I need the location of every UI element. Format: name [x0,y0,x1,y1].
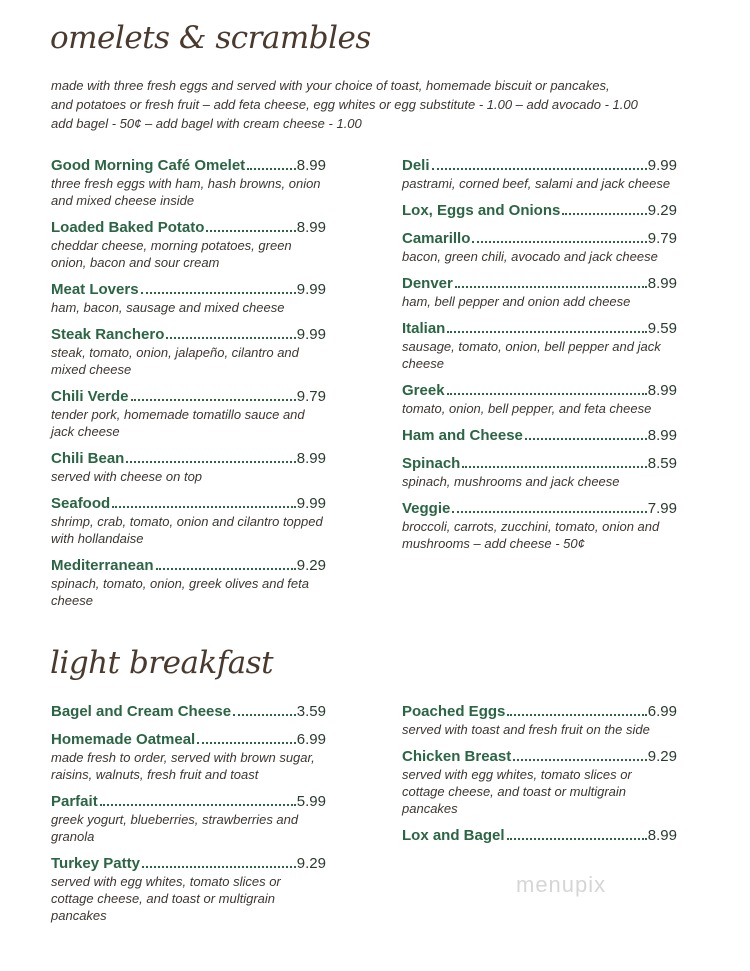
watermark: menupix [516,872,607,897]
item-description: pastrami, corned beef, salami and jack cheese [402,176,671,191]
menu-item-header [51,703,326,721]
menu-item-header [402,427,677,445]
menu-item-header [51,157,326,175]
item-price: 7.99 [647,500,677,517]
item-description: served with egg whites, tomato slices or cottage cheese, and toast or multigrain pancakes [402,767,632,816]
menu-item [402,500,677,552]
dot-leader [525,438,647,440]
item-description: made fresh to order, served with brown sugar, raisins, walnuts, fresh fruit and toast [51,750,315,782]
item-price: 9.29 [296,557,326,574]
item-description: ham, bell pepper and onion add cheese [402,294,631,309]
item-name: Denver [402,275,453,292]
item-description: tomato, onion, bell pepper, and feta cheese [402,401,652,416]
item-description: steak, tomato, onion, jalapeño, cilantro and mixed cheese [51,345,299,377]
menu-item [51,495,326,547]
menu-item-header [402,703,677,721]
item-price: 9.29 [647,748,677,765]
item-price: 6.99 [647,703,677,720]
menu-item [51,388,326,440]
item-price: 9.99 [296,326,326,343]
intro-line: and potatoes or fresh fruit – add feta cheese, egg whites or egg substitute - 1.00 – add avocado - 1.00 [51,97,638,112]
menu-item-header [402,827,677,845]
item-name: Good Morning Café Omelet [51,157,246,174]
menu-item [402,748,677,817]
item-description: broccoli, carrots, zucchini, tomato, onion and mushrooms – add cheese - 50¢ [402,519,660,551]
item-price: 8.99 [647,827,677,844]
item-name: Lox and Bagel [402,827,505,844]
dot-leader [513,759,647,761]
menu-item [402,703,677,738]
item-name: Ham and Cheese [402,427,523,444]
intro-line: add bagel - 50¢ – add bagel with cream cheese - 1.00 [51,116,362,131]
menu-item [51,557,326,609]
dot-leader [455,286,647,288]
item-price: 8.99 [296,219,326,236]
item-name: Spinach [402,455,461,472]
item-price: 9.79 [296,388,326,405]
item-description: spinach, mushrooms and jack cheese [402,474,620,489]
item-price: 8.99 [647,427,677,444]
menu-item [402,157,677,192]
omelets-intro [51,76,711,133]
section-title-omelets: omelets & scrambles [50,20,371,56]
omelets-left-column [51,157,326,619]
item-description: sausage, tomato, onion, bell pepper and jack cheese [402,339,661,371]
dot-leader [233,714,296,716]
dot-leader [507,714,646,716]
menu-item-header [51,326,326,344]
item-price: 3.59 [296,703,326,720]
menu-item [402,827,677,845]
menu-item-header [51,219,326,237]
item-description: cheddar cheese, morning potatoes, green onion, bacon and sour cream [51,238,292,270]
dot-leader [447,331,646,333]
item-price: 5.99 [296,793,326,810]
item-name: Homemade Oatmeal [51,731,196,748]
menu-item-header [51,450,326,468]
menu-item-header [51,388,326,406]
item-price: 9.29 [296,855,326,872]
item-name: Seafood [51,495,111,512]
light-left-column [51,703,326,934]
item-name: Veggie [402,500,451,517]
menu-item-header [51,495,326,513]
menu-item [402,427,677,445]
item-name: Bagel and Cream Cheese [51,703,232,720]
item-description: three fresh eggs with ham, hash browns, onion and mixed cheese inside [51,176,321,208]
menu-item-header [51,793,326,811]
menu-item [51,157,326,209]
menu-item [402,455,677,490]
menu-item-header [402,320,677,338]
item-price: 9.99 [296,281,326,298]
menu-item [51,219,326,271]
dot-leader [206,230,295,232]
item-description: bacon, green chili, avocado and jack cheese [402,249,658,264]
dot-leader [462,466,646,468]
item-name: Parfait [51,793,98,810]
item-price: 8.99 [647,382,677,399]
menu-item [402,382,677,417]
item-name: Italian [402,320,446,337]
menu-item [402,275,677,310]
menu-item [51,450,326,485]
light-right-column [402,703,677,934]
item-name: Mediterranean [51,557,154,574]
item-description: shrimp, crab, tomato, onion and cilantro topped with hollandaise [51,514,323,546]
item-description: ham, bacon, sausage and mixed cheese [51,300,285,315]
menu-item [51,281,326,316]
item-description: spinach, tomato, onion, greek olives and feta cheese [51,576,309,608]
menu-item [51,731,326,783]
item-name: Turkey Patty [51,855,140,872]
item-name: Steak Ranchero [51,326,165,343]
omelets-right-column [402,157,677,619]
menu-item-header [51,855,326,873]
item-price: 6.99 [296,731,326,748]
dot-leader [156,568,296,570]
menu-item-header [51,557,326,575]
item-description: served with toast and fresh fruit on the side [402,722,650,737]
menu-item-header [51,281,326,299]
dot-leader [166,337,295,339]
item-description: served with egg whites, tomato slices or cottage cheese, and toast or multigrain pancakes [51,874,281,923]
item-price: 8.99 [296,450,326,467]
item-name: Lox, Eggs and Onions [402,202,561,219]
dot-leader [126,461,295,463]
item-price: 9.59 [647,320,677,337]
menu-item-header [402,202,677,220]
dot-leader [131,399,296,401]
menu-item-header [402,230,677,248]
item-price: 8.99 [647,275,677,292]
dot-leader [247,168,296,170]
menu-item-header [402,500,677,518]
dot-leader [142,866,296,868]
dot-leader [432,168,647,170]
menu-item [402,202,677,220]
dot-leader [507,838,647,840]
menu-item [51,855,326,924]
item-name: Chili Bean [51,450,125,467]
item-price: 9.99 [647,157,677,174]
item-name: Deli [402,157,430,174]
dot-leader [197,742,296,744]
item-price: 9.29 [647,202,677,219]
menu-item-header [51,731,326,749]
item-name: Meat Lovers [51,281,139,298]
item-price: 9.79 [647,230,677,247]
item-name: Chicken Breast [402,748,512,765]
menu-item [402,230,677,265]
item-name: Camarillo [402,230,471,247]
menu-item-header [402,157,677,175]
menu-item-header [402,455,677,473]
dot-leader [472,241,646,243]
item-price: 8.99 [296,157,326,174]
omelets-columns [51,157,677,619]
item-price: 9.99 [296,495,326,512]
dot-leader [447,393,647,395]
menu-item [402,320,677,372]
dot-leader [141,292,296,294]
item-description: tender pork, homemade tomatillo sauce and jack cheese [51,407,305,439]
item-description: greek yogurt, blueberries, strawberries and granola [51,812,299,844]
item-description: served with cheese on top [51,469,203,484]
dot-leader [112,506,296,508]
item-price: 8.59 [647,455,677,472]
menu-item [51,703,326,721]
section-title-light-breakfast: light breakfast [50,645,274,681]
dot-leader [452,511,646,513]
item-name: Greek [402,382,445,399]
item-name: Loaded Baked Potato [51,219,205,236]
dot-leader [100,804,296,806]
light-breakfast-columns [51,703,677,934]
menu-item [51,793,326,845]
menu-item-header [402,275,677,293]
dot-leader [562,213,646,215]
intro-line: made with three fresh eggs and served with your choice of toast, homemade biscuit or pancakes, [51,78,610,93]
menu-item-header [402,748,677,766]
item-name: Chili Verde [51,388,129,405]
menu-item-header [402,382,677,400]
menu-item [51,326,326,378]
item-name: Poached Eggs [402,703,506,720]
